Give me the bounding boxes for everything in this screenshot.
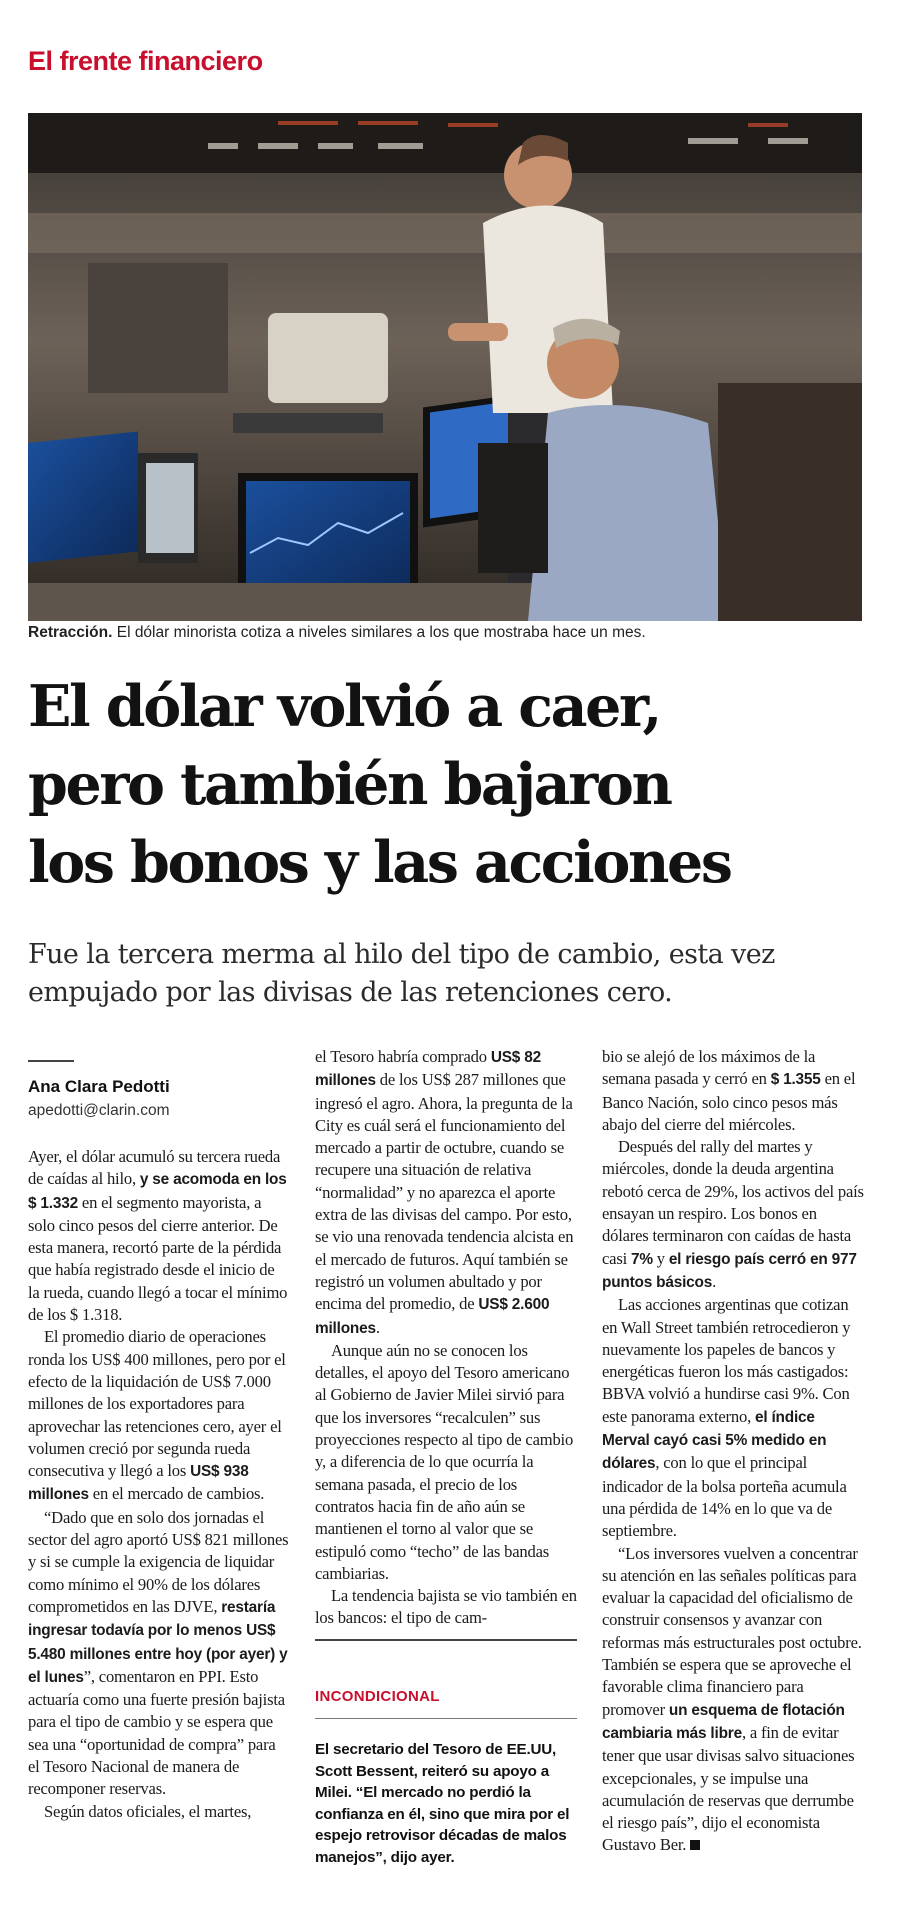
paragraph: La tendencia bajista se vio también en los bancos: el tipo de cam- bbox=[315, 1586, 577, 1628]
paragraph: Según datos oficiales, el martes, bbox=[44, 1801, 252, 1821]
sidebar-text: El secretario del Tesoro de EE.UU, Scott Bessent, reiteró su apoyo a Milei. “El mercado no perdió la confianza en él, sino que mira por el espejo retrovisor décadas de malos manejos”, dijo ayer. bbox=[315, 1741, 570, 1866]
paragraph: Ayer, el dólar acumuló su tercera rueda de caídas al hilo, y se acomoda en los $ 1.332 en el segmento mayorista, a solo cinco pesos del cierre anterior. De esta manera, recortó parte de la pérdida que había registrado desde el inicio de la rueda, cuando llegó a tocar el mínimo de los $ 1.318. bbox=[28, 1147, 288, 1325]
subheadline-line: Fue la tercera merma al hilo del tipo de cambio, esta vez bbox=[28, 939, 775, 970]
author-email[interactable]: apedotti@clarin.com bbox=[28, 1102, 170, 1119]
paragraph: bio se alejó de los máximos de la semana pasada y cerró en $ 1.355 en el Banco Nación, solo cinco pesos más abajo del cierre del miércoles. bbox=[602, 1047, 856, 1134]
paragraph: “Los inversores vuelven a concentrar su atención en las señales políticas para evaluar la capacidad del oficialismo de construir consensos y avanzar con reformas más estructurales post octubre. También se espera que se aproveche el favorable clima financiero para promover un esquema de flotación cambiaria más libre, a fin de evitar tener que usar divisas salvo situaciones excepcionales, y se impulse una acumulación de reservas que derrumbe el riesgo país”, dijo el economista Gustavo Ber. bbox=[602, 1543, 862, 1855]
section-title: El frente financiero bbox=[28, 46, 263, 76]
paragraph: Las acciones argentinas que cotizan en Wall Street también retrocedieron y nuevamente los papeles de bancos y energéticas fueron los más castigados: BBVA volvió a hundirse casi 9%. Con este panorama externo, el índice Merval cayó casi 5% medido en dólares, con lo que el principal indicador de la bolsa porteña acumula una pérdida de 14% en lo que va de septiembre. bbox=[602, 1295, 851, 1541]
sidebar-label: INCONDICIONAL bbox=[315, 1688, 440, 1705]
headline-line: pero también bajaron bbox=[28, 751, 671, 818]
article-column-2 bbox=[315, 1046, 577, 1630]
headline bbox=[28, 668, 888, 902]
photo-caption bbox=[28, 624, 878, 642]
author-name: Ana Clara Pedotti bbox=[28, 1077, 170, 1096]
headline-line: El dólar volvió a caer, bbox=[28, 673, 660, 740]
paragraph: “Dado que en solo dos jornadas el sector del agro aportó US$ 821 millones y si se cumple la exigencia de liquidar como mínimo el 90% de los dólares comprometidos en las DJVE, restaría ingresar todavía por lo menos US$ 5.480 millones entre hoy (por ayer) y el lunes”, comentaron en PPI. Esto actuaría como una fuerte presión bajista para el tipo de cambio y se espera que sea una “oportunidad de compra” para el Tesoro Nacional de manera de recomponer reservas. bbox=[28, 1507, 289, 1799]
paragraph: El promedio diario de operaciones ronda los US$ 400 millones, pero por el efecto de la liquidación de US$ 7.000 millones de los exportadores para aprovechar las retenciones cero, ayer el volumen creció por segunda rueda consecutiva y llegó a los US$ 938 millones en el mercado de cambios. bbox=[28, 1327, 286, 1504]
article-column-3 bbox=[602, 1046, 864, 1857]
paragraph: Aunque aún no se conocen los detalles, el apoyo del Tesoro americano al Gobierno de Javier Milei sirvió para que los inversores “recalculen” sus proyecciones respecto al tipo de cambio y, a diferencia de lo que ocurría la semana pasada, el precio de los contratos hacia fin de año aún se mantienen el torno al valor que se estipuló como “techo” de las bandas cambiarias. bbox=[315, 1340, 574, 1583]
caption-text: El dólar minorista cotiza a niveles similares a los que mostraba hace un mes. bbox=[112, 624, 646, 641]
subheadline bbox=[28, 936, 888, 1012]
subheadline-line: empujado por las divisas de las retenciones cero. bbox=[28, 977, 673, 1008]
photo-illustration bbox=[28, 113, 862, 621]
sidebar-divider bbox=[315, 1718, 577, 1719]
trading-floor-photo bbox=[28, 113, 862, 621]
headline-line: los bonos y las acciones bbox=[28, 829, 731, 896]
sidebar-top-rule bbox=[315, 1639, 577, 1641]
paragraph: el Tesoro habría comprado US$ 82 millones de los US$ 287 millones que ingresó el agro. Ahora, la pregunta de la City es cuál será el funcionamiento del mercado a partir de octubre, cuando se recupere una situación de relativa “normalidad” y no aparezca el aporte extra de las divisas del campo. Por esto, se vio una renovada tendencia alcista en el mercado de futuros. Aquí también se registró un volumen abultado y por encima del promedio, de US$ 2.600 millones. bbox=[315, 1047, 574, 1337]
byline-divider bbox=[28, 1060, 74, 1062]
caption-lead: Retracción. bbox=[28, 624, 113, 641]
paragraph: Después del rally del martes y miércoles, donde la deuda argentina rebotó cerca de 29%, los activos del país ensayan un respiro. Los bonos en dólares terminaron con caídas de hasta casi 7% y el riesgo país cerró en 977 puntos básicos. bbox=[602, 1137, 864, 1291]
end-mark-icon bbox=[690, 1840, 700, 1850]
article-column-1 bbox=[28, 1146, 290, 1823]
